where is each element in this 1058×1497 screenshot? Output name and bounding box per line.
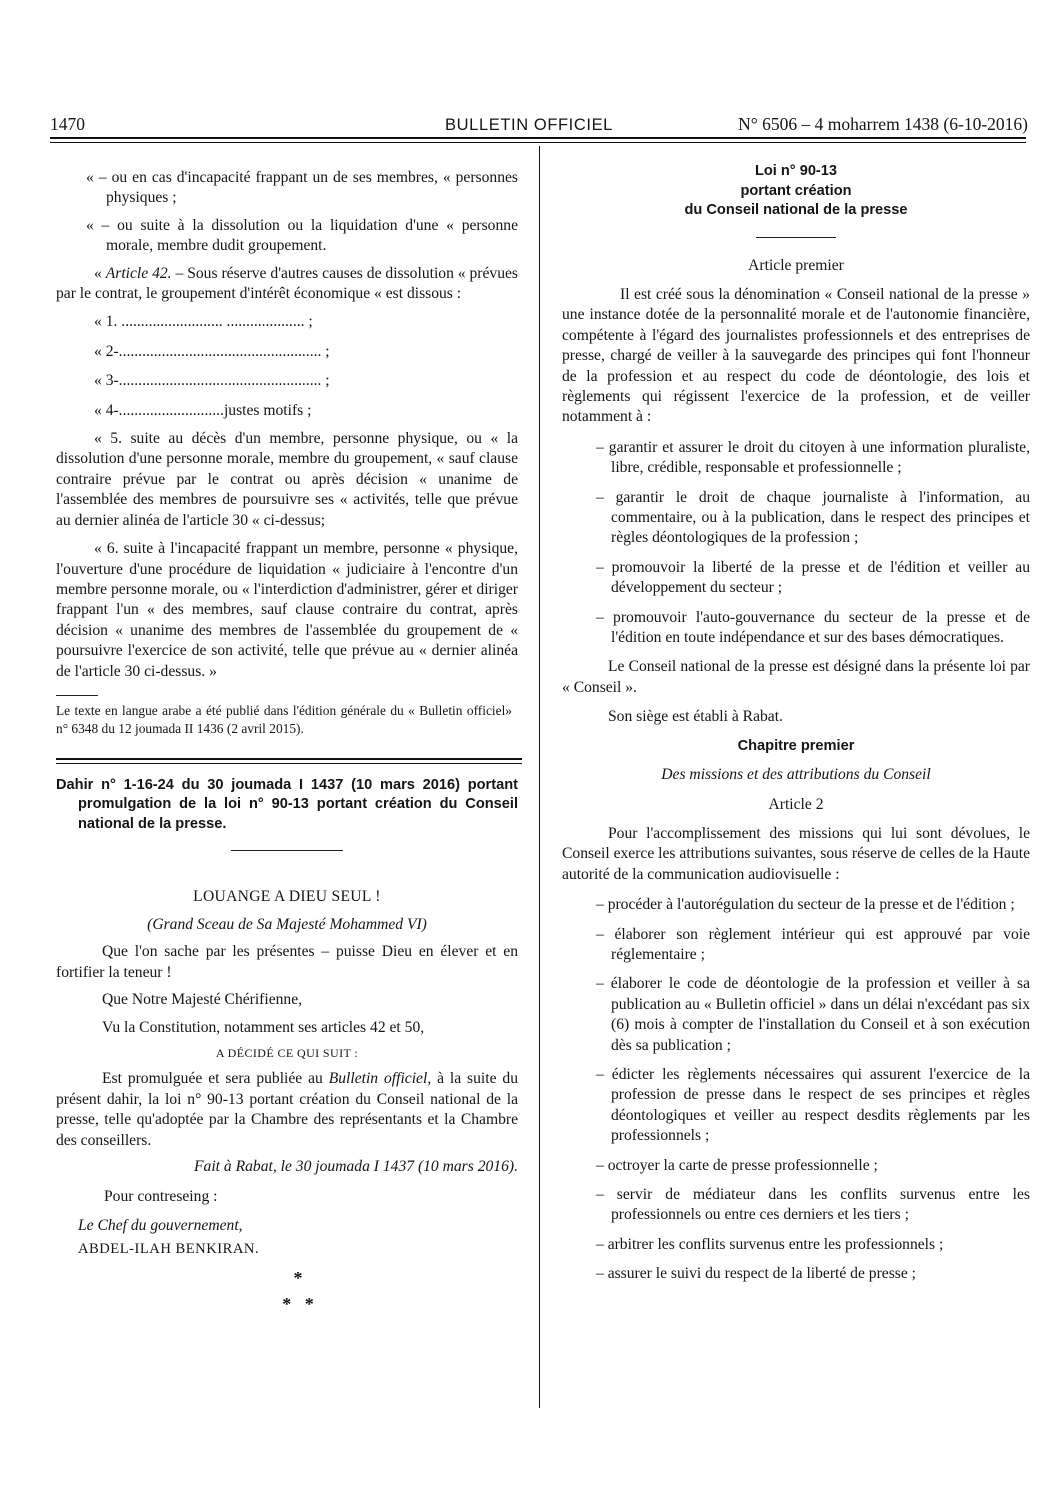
article-2-item: – octroyer la carte de presse professionnelle ; — [596, 1156, 878, 1174]
article-2-text: Pour l'accomplissement des missions qui lui sont dévolues, le Conseil exerce les attributions suivantes, sous réserve de celles de la Haute autorité de la communication audiovisuelle : — [562, 824, 1030, 883]
page-number: 1470 — [50, 114, 85, 134]
chapitre-heading: Chapitre premier — [737, 737, 855, 754]
sache-paragraph: Que l'on sache par les présentes – puisse Dieu en élever et en fortifier la teneur ! — [56, 943, 518, 981]
grand-sceau: (Grand Sceau de Sa Majesté Mohammed VI) — [147, 915, 427, 933]
quote-incapacite: « – ou en cas d'incapacité frappant un de ses membres, « personnes physiques ; — [86, 169, 518, 207]
article-42: « Article 42. – Sous réserve d'autres causes de dissolution « prévues par le contrat, le groupement d'intérêt économique « est dissous : — [56, 264, 518, 303]
article-2-item: – assurer le suivi du respect de la liberté de presse ; — [596, 1265, 916, 1283]
article-2-item: – servir de médiateur dans les conflits survenus entre les professionnels ou entre ces derniers et les tiers ; — [596, 1186, 1030, 1224]
siege-line: Son siège est établi à Rabat. — [608, 708, 783, 726]
publication-note: Le texte en langue arabe a été publié dans l'édition générale du « Bulletin officiel» n° 6348 du 12 joumada II 1436 (2 avril 2015). — [56, 702, 512, 736]
header-rule-thin — [50, 142, 1026, 143]
article-premier-text: Il est créé sous la dénomination « Conseil national de la presse » une instance dotée de la personnalité morale et de l'autonomie financière, compétente à l'égard des journalistes professionnels et des entreprises de presse, chargé de veiller à la sauvegarde des principes qui font l'honneur de la profession et au respect du code de déontologie, des lois et règlements qui régissent l'exercice de la profession, et de veiller notamment à : — [562, 285, 1030, 426]
decide-heading: A DÉCIDÉ CE QUI SUIT : — [215, 1045, 359, 1060]
header-rule — [50, 137, 1026, 139]
article-premier-heading: Article premier — [748, 256, 844, 274]
note-separator — [56, 695, 98, 696]
dahir-separator — [231, 850, 343, 851]
quote-dissolution: « – ou suite à la dissolution ou la liquidation d'une « personne morale, membre dudit groupement. — [86, 216, 518, 255]
section-rule-thin — [56, 763, 522, 764]
article-2-item: – arbitrer les conflits survenus entre les professionnels ; — [596, 1235, 944, 1253]
promulgation-paragraph: Est promulguée et sera publiée au Bulletin officiel, à la suite du présent dahir, la loi n° 90-13 portant création du Conseil national de la presse, telle qu'adoptée par la Chambre des représentants et la Chambre des conseillers. — [56, 1070, 518, 1149]
list-item-5: « 5. suite au décès d'un membre, personne physique, ou « la dissolution d'une personne morale, membre du groupement, « sauf clause contraire prévue par le contrat ou après décision « unanime de l'assemblée des membres de poursuivre ses « activités, telle que prévue au dernier alinéa de l'article 30 « ci-dessus; — [56, 430, 518, 529]
article-2-item: – édicter les règlements nécessaires qui assurent l'exercice de la profession de presse dans le respect de ses principes et règles déontologiques et veiller au respect desdits règlements par les professionnels ; — [596, 1066, 1030, 1145]
list-item-6: « 6. suite à l'incapacité frappant un membre, personne « physique, l'ouverture d'une procédure de liquidation « judiciaire à l'encontre d'un membre personne morale, ou « l'interdiction d'administrer, gérer et diriger frappant l'un « des membres, sauf clause contraire du contrat, après décision « unanime des membres de l'assemblée du groupement de « poursuivre l'exercice de son activité, telle que prévue au « dernier alinéa de l'article 30 ci-dessus. » — [56, 540, 518, 680]
star-top: * — [293, 1267, 303, 1288]
contreseing: Pour contreseing : — [104, 1188, 218, 1206]
column-divider — [539, 146, 540, 1408]
louange: LOUANGE A DIEU SEUL ! — [193, 888, 381, 906]
bulletin-title: BULLETIN OFFICIEL — [445, 116, 613, 134]
constitution-line: Vu la Constitution, notamment ses articles 42 et 50, — [102, 1019, 425, 1037]
article-premier-item: – garantir et assurer le droit du citoyen à une information pluraliste, libre, crédible, responsable et professionnelle ; — [596, 438, 1030, 477]
issue-info: N° 6506 – 4 moharrem 1438 (6-10-2016) — [738, 114, 1028, 134]
article-2-item: – élaborer son règlement intérieur qui est approuvé par voie réglementaire ; — [596, 925, 1030, 963]
signataire: ABDEL-ILAH BENKIRAN. — [78, 1241, 260, 1258]
article-premier-item: – garantir le droit de chaque journaliste à l'information, au commentaire, ou à la publication, dans le respect des principes et règles déontologiques de la profession ; — [596, 488, 1030, 547]
fait-a-rabat: Fait à Rabat, le 30 joumada I 1437 (10 mars 2016). — [194, 1157, 518, 1175]
loi-separator — [756, 237, 836, 238]
bulletin-officiel-ref: Bulletin officiel — [328, 1070, 428, 1088]
chef-gouvernement: Le Chef du gouvernement, — [78, 1216, 243, 1234]
chapitre-subtitle: Des missions et des attributions du Conseil — [661, 766, 931, 784]
left-column — [56, 168, 518, 1316]
article-premier-item: – promouvoir l'auto-gouvernance du secteur de la presse et de l'édition en toute indépendance et sur des bases démocratiques. — [596, 608, 1030, 646]
loi-subtitle: portant création — [740, 182, 852, 199]
article-42-label: Article 42. — [105, 264, 172, 282]
star-bottom: * * — [282, 1293, 314, 1314]
list-item-1: « 1. .......................... .................... ; — [94, 313, 313, 331]
section-rule — [56, 758, 522, 760]
list-item-3: « 3-.................................................... ; — [94, 372, 330, 390]
loi-title: du Conseil national de la presse — [684, 202, 908, 218]
dahir-title: Dahir n° 1-16-24 du 30 joumada I 1437 (10 mars 2016) portant promulgation de la loi n° 90-13 portant création du Conseil national de la presse. — [56, 776, 518, 832]
loi-number: Loi n° 90-13 — [754, 163, 838, 179]
article-premier-item: – promouvoir la liberté de la presse et de l'édition et veiller au développement du secteur ; — [596, 558, 1030, 597]
article-2-item: – procéder à l'autorégulation du secteur de la presse et de l'édition ; — [596, 896, 1015, 914]
list-item-2: « 2-.................................................... ; — [94, 342, 330, 360]
article-2-heading: Article 2 — [768, 795, 824, 813]
article-2-item: – élaborer le code de déontologie de la profession et veiller à sa publication au « Bulletin officiel » dans un délai n'excédant pas six (6) mois à compter de l'installation du Conseil et à son exécution dès sa publication ; — [596, 975, 1030, 1054]
right-column — [562, 162, 1030, 1285]
designation-paragraph: Le Conseil national de la presse est désigné dans la présente loi par « Conseil ». — [562, 658, 1030, 696]
list-item-4: « 4-...........................justes motifs ; — [94, 401, 312, 419]
majeste-line: Que Notre Majesté Chérifienne, — [102, 991, 303, 1009]
